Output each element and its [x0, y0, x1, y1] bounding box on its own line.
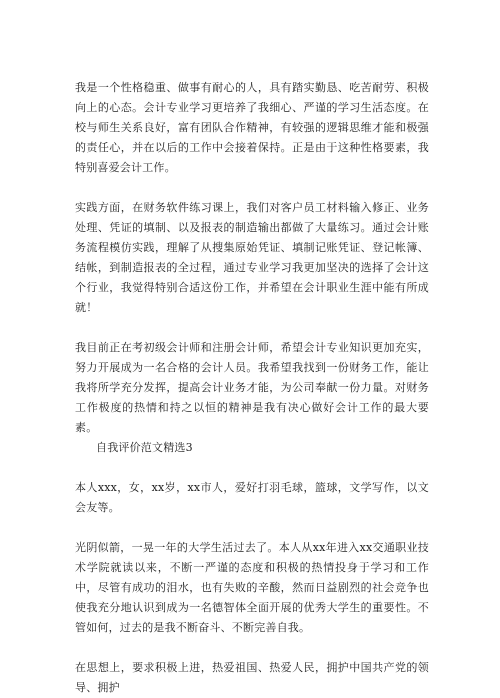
paragraph-goals: 我目前正在考初级会计师和注册会计师，希望会计专业知识更加充实，努力开展成为一名合格的会计人员。我希望我找到一份财务工作，能让我将所学充分发挥，提高会计业务才能，为公司奉献一份力量。对财务工作极度的热情和持之以恒的精神是我有决心做好会计工作的最大要素。	[75, 341, 429, 434]
paragraph-practice: 实践方面，在财务软件练习课上，我们对客户员工材料输入修正、业务处理、凭证的填制、以及报表的制造输出都做了大量练习。通过会计账务流程模仿实践，理解了从搜集原始凭证、填制记账凭证、登记帐簿、结帐，到制造报表的全过程，通过专业学习我更加坚决的选择了会计这个行业，我觉得特别合适这份工作，并希望在会计职业生涯中能有所成就！	[75, 201, 429, 314]
section-title: 自我评价范文精选3	[96, 441, 193, 454]
paragraph-intro: 本人xxx，女，xx岁，xx市人，爱好打羽毛球，篮球，文学写作，以文会友等。	[75, 481, 429, 514]
paragraph-personality: 我是一个性格稳重、做事有耐心的人，具有踏实勤恳、吃苦耐劳、积极向上的心态。会计专业学习更培养了我细心、严谨的学习生活态度。在校与师生关系良好，富有团队合作精神，有较强的逻辑思维才能和极强的责任心，并在以后的工作中会接着保持。正是由于这种性格要素，我特别喜爱会计工作。	[75, 81, 429, 174]
paragraph-college-life: 光阴似箭，一晃一年的大学生活过去了。本人从xx年进入xx交通职业技术学院就读以来，不断一严谨的态度和积极的热情投身于学习和工作中，尽管有成功的泪水，也有失败的辛酸，然而日益剧烈的社会竞争也使我充分地认识到成为一名德智体全面开展的优秀大学生的重要性。不管如何，过去的是我不断奋斗、不断完善自我。	[75, 541, 429, 634]
document-body	[75, 78, 429, 698]
paragraph-ideology: 在思想上，要求积极上进，热爱祖国、热爱人民，拥护中国共产党的领导、拥护	[75, 661, 429, 694]
